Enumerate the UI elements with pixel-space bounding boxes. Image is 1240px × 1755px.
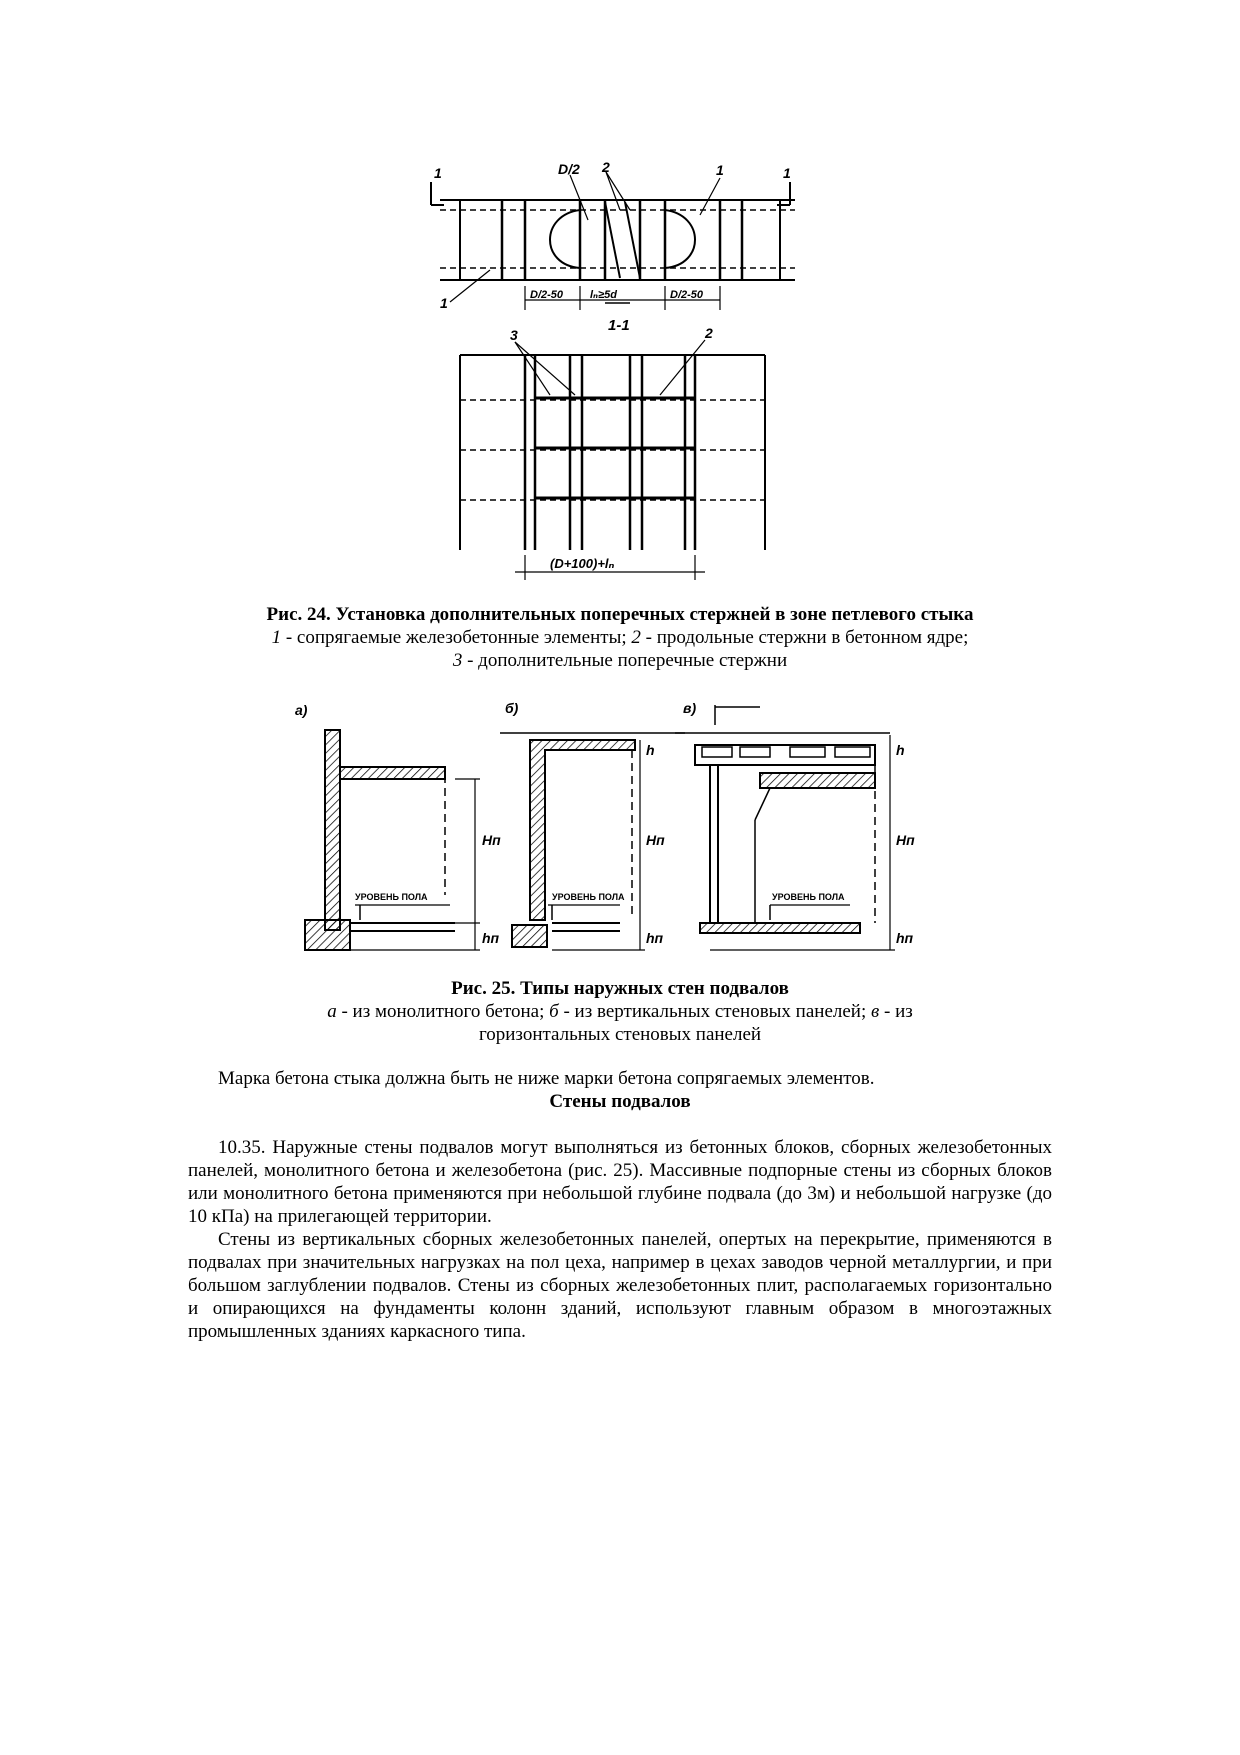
legend-num: в [871,1001,880,1022]
legend-text: - из горизонтальных стеновых панелей [478,1001,913,1045]
hp-b: hп [646,930,664,946]
legend-text: - продольные стержни в бетонном ядре; [640,627,969,648]
label-2-section: 2 [705,325,713,341]
label-1-top: 1 [716,162,724,178]
legend-num: 2 [631,627,641,648]
legend-text: - из вертикальных стеновых панелей; [558,1001,871,1022]
label-d-half: D/2 [558,161,580,177]
dim-bottom: (D+100)+lₙ [550,556,615,571]
Hp-b: Hп [646,832,665,848]
legend-text: - из монолитного бетона; [336,1001,550,1022]
section-label: 1-1 [608,317,630,334]
figure-24-legend-line2 [180,649,1060,672]
figure-25-caption [180,977,1060,1046]
section-heading: Стены подвалов [549,1091,691,1112]
dim-left: D/2-50 [530,289,564,301]
label-a: а) [295,702,308,718]
Hp-a: Hп [482,832,501,848]
figure-24-caption [180,603,1060,672]
label-1-right: 1 [783,165,791,181]
dim-mid: lₙ≥5d [590,289,617,301]
legend-num: 1 [271,627,282,648]
legend-text: - сопрягаемые железобетонные элементы; [281,627,632,648]
figure-24-legend-line1 [180,626,1060,649]
floor-level-v: УРОВЕНЬ ПОЛА [772,892,845,902]
text-10-35: 10.35. Наружные стены подвалов могут выполняться из бетонных блоков, сборных железобетонных панелей, монолитного бетона и железобетона (рис. 25). Массивные подпорные стены из сборных блоков или монолитного бетона применяются при небольшой глубине подвала (до 3м) и небольшой нагрузке (до 10 кПа) на прилегающей территории. [188,1137,1052,1227]
h-b: h [646,742,655,758]
legend-num: б [549,1001,559,1022]
dim-right: D/2-50 [670,289,704,301]
figure-24-title: Рис. 24. Установка дополнительных поперечных стержней в зоне петлевого стыка [266,604,974,625]
paragraph-joint-grade [188,1067,1052,1090]
floor-level-b: УРОВЕНЬ ПОЛА [552,892,625,902]
Hp-v: Hп [896,832,915,848]
figure-24-drawing [430,160,810,590]
label-3: 3 [510,327,518,343]
label-1-left: 1 [434,165,442,181]
figure-25-legend [180,1000,1060,1046]
h-v: h [896,742,905,758]
hp-a: hп [482,930,500,946]
figure-25-drawing [290,695,950,955]
text-wall-panels: Стены из вертикальных сборных железобетонных панелей, опертых на перекрытие, применяются в подвалах при значительных нагрузках на пол цеха, например в цехах заводов черной металлургии, и при большом заглублении подвалов. Стены из сборных железобетонных плит, располагаемых горизонтально и опирающихся на фундаменты колонн зданий, используют главным образом в многоэтажных промышленных зданиях каркасного типа. [188,1229,1052,1342]
legend-num: а [327,1001,337,1022]
legend-text: - дополнительные поперечные стержни [462,650,788,671]
label-v: в) [683,700,697,716]
label-2-top: 2 [602,160,610,175]
label-b: б) [505,700,519,716]
label-1-bottom: 1 [440,295,448,311]
text-joint-grade: Марка бетона стыка должна быть не ниже марки бетона сопрягаемых элементов. [218,1068,875,1089]
hp-v: hп [896,930,914,946]
paragraph-10-35 [188,1136,1052,1343]
floor-level-a: УРОВЕНЬ ПОЛА [355,892,428,902]
legend-num: 3 [452,650,463,671]
figure-25-title: Рис. 25. Типы наружных стен подвалов [451,978,789,999]
